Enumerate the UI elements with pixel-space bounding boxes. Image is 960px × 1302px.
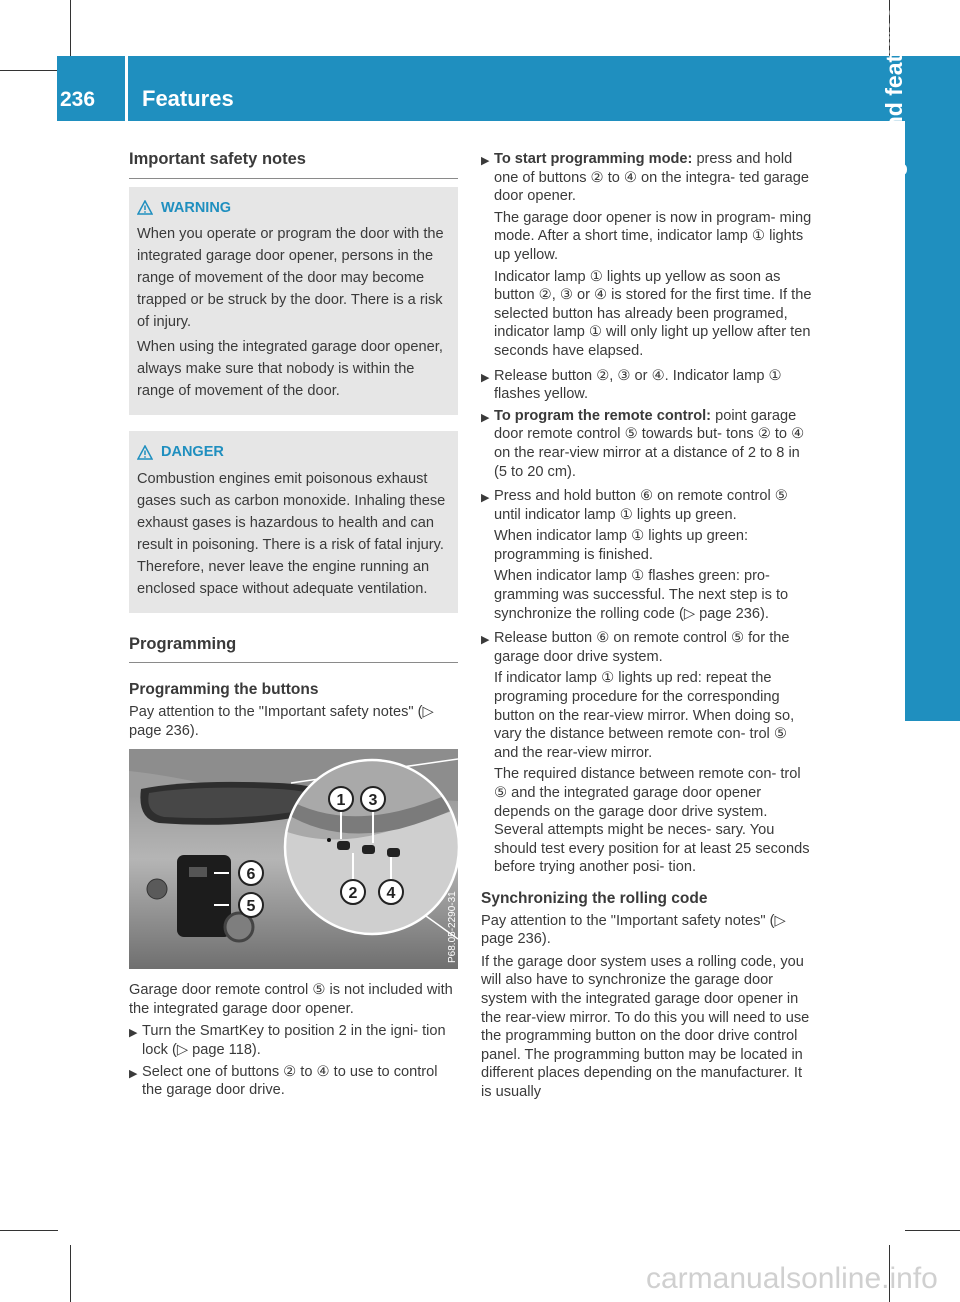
figure-callout [239,861,263,885]
step-text: Turn the SmartKey to position 2 in the igni- tion lock (▷ page 118). [142,1023,446,1058]
step-paragraph: When indicator lamp ① lights up green: programming is finished. [494,528,749,563]
mirror-figure [129,749,458,969]
step-text: Select one of buttons ② to ④ to use to control the garage door drive. [142,1063,438,1099]
step-paragraph: If indicator lamp ① lights up red: repeat the programing procedure for the corresponding button on the rear-view mirror. When doing so, vary the distance between remote con- trol ⑤ and the rear-view mirror. [494,670,795,761]
figure-callout-label: 1 [336,792,346,810]
warning-title-text: WARNING [161,199,232,216]
instruction-step [481,407,813,484]
crop-mark [70,0,71,58]
warning-triangle-icon [137,200,153,215]
figure-callout [239,893,263,917]
paragraph: If the garage door system uses a rolling code, you will also have to synchronize the garage door system with the integrated garage door opener in the rear-view mirror. To do this you will need to use the programming button on the door drive control panel. The programming button may be located in different places depending on the manufacturer. It is usually [481,953,810,1100]
paragraph: Pay attention to the "Important safety notes" (▷ page 236). [129,703,434,739]
crop-mark [905,1230,960,1231]
heading-programming: Programming [129,635,458,664]
step-paragraph [494,407,813,481]
danger-paragraph: Combustion engines emit poisonous exhaust gases such as carbon monoxide. Inhaling these exhaust gases is hazardous to health and can result in poisoning. There is a risk of fatal injury. Therefore, never leave the engine running an enclosed space without adequate ventilation. [137,470,446,597]
figure-code: P68.05-2290-31 [447,891,458,964]
header-separator [125,56,128,121]
danger-title-text: DANGER [161,444,224,461]
step-paragraph [494,150,813,206]
left-column [129,150,458,1103]
danger-title [137,443,450,462]
figure-callout-label: 6 [246,866,256,884]
step-body [494,150,813,364]
instruction-step [481,487,813,626]
step-body [494,407,813,484]
step-arrow-icon: ▶ [129,1027,138,1040]
instruction-step [481,367,813,404]
watermark: carmanualsonline.info [646,1262,938,1295]
step-text: press and hold one of buttons ② to ④ on the integra- ted garage door opener. [494,151,810,205]
step-text: Release button ②, ③ or ④. Indicator lamp ① flashes yellow. [494,367,782,403]
step-bold-lead: To start programming mode: [494,151,693,167]
crop-mark [0,1230,58,1231]
page-number: 236 [60,88,96,111]
step-paragraph: Press and hold button ⑥ on remote control ⑤ until indicator lamp ① lights up green. [494,488,788,523]
chapter-tab-label: Stowage and features [881,6,907,244]
step-arrow-icon: ▶ [129,1067,138,1080]
warning-paragraph: When you operate or program the door with the integrated garage door opener, persons in the range of movement of the door may become trapped or be struck by the door. There is a risk of injury. [137,226,444,331]
step-arrow-icon: ▶ [481,634,490,647]
step-text: point garage door remote control ⑤ towards but- tons ② to ④ on the rear-view mirror at a distance of 2 to 8 in (5 to 20 cm). [494,407,805,480]
section-title: Features [142,86,234,111]
instruction-step [481,629,813,880]
right-column [481,150,813,1106]
warning-paragraph: When using the integrated garage door opener, always make sure that nobody is within the range of movement of the door. [137,339,443,400]
figure-callout [361,787,385,811]
figure-caption: Garage door remote control ⑤ is not included with the integrated garage door opener. [129,982,453,1017]
figure-callout-label: 3 [368,792,378,810]
heading-programming-buttons: Programming the buttons [129,681,319,699]
mirror-illustration [129,749,458,969]
step-arrow-icon: ▶ [481,155,490,167]
step-arrow-icon: ▶ [481,411,490,424]
figure-callout-label: 2 [348,885,358,903]
figure-callout [379,880,403,904]
figure-callout [341,880,365,904]
instruction-step [481,150,813,364]
figure-callout-label: 5 [246,898,256,916]
paragraph: Pay attention to the "Important safety notes" (▷ page 236). [481,912,786,948]
heading-synchronizing: Synchronizing the rolling code [481,889,708,907]
step-paragraph: Release button ⑥ on remote control ⑤ for the garage door drive system. [494,630,790,665]
warning-title [137,199,450,218]
figure-callout-label: 4 [386,885,396,903]
step-paragraph: Indicator lamp ① lights up yellow as soon as button ②, ③ or ④ is stored for the first time. If the selected button has already been programed, indicator lamp ① will only light up yellow after ten seconds have elapsed. [494,268,812,359]
chapter-tab [905,56,960,721]
step-body [494,629,813,880]
step-body [494,487,813,626]
step-paragraph: The required distance between remote con- trol ⑤ and the integrated garage door opener depends on the garage door drive system. Several attempts might be neces- sary. You should test every position for at least 25 seconds before trying another posi- tion. [494,766,810,876]
instruction-step [129,1063,458,1100]
heading-safety-notes: Important safety notes [129,150,458,179]
step-arrow-icon: ▶ [481,492,490,505]
figure-callout [329,787,353,811]
instruction-step [129,1022,458,1059]
warning-box [129,187,458,416]
step-paragraph: When indicator lamp ① flashes green: pro- gramming was successful. The next step is to synchronize the rolling code (▷ page 236). [494,568,789,622]
crop-mark [0,70,58,71]
crop-mark [70,1245,71,1302]
step-bold-lead: To program the remote control: [494,407,712,424]
step-paragraph: The garage door opener is now in program- ming mode. After a short time, indicator lamp ① lights up yellow. [494,209,812,263]
danger-box [129,431,458,613]
warning-triangle-icon [137,445,153,460]
step-arrow-icon: ▶ [481,371,490,384]
